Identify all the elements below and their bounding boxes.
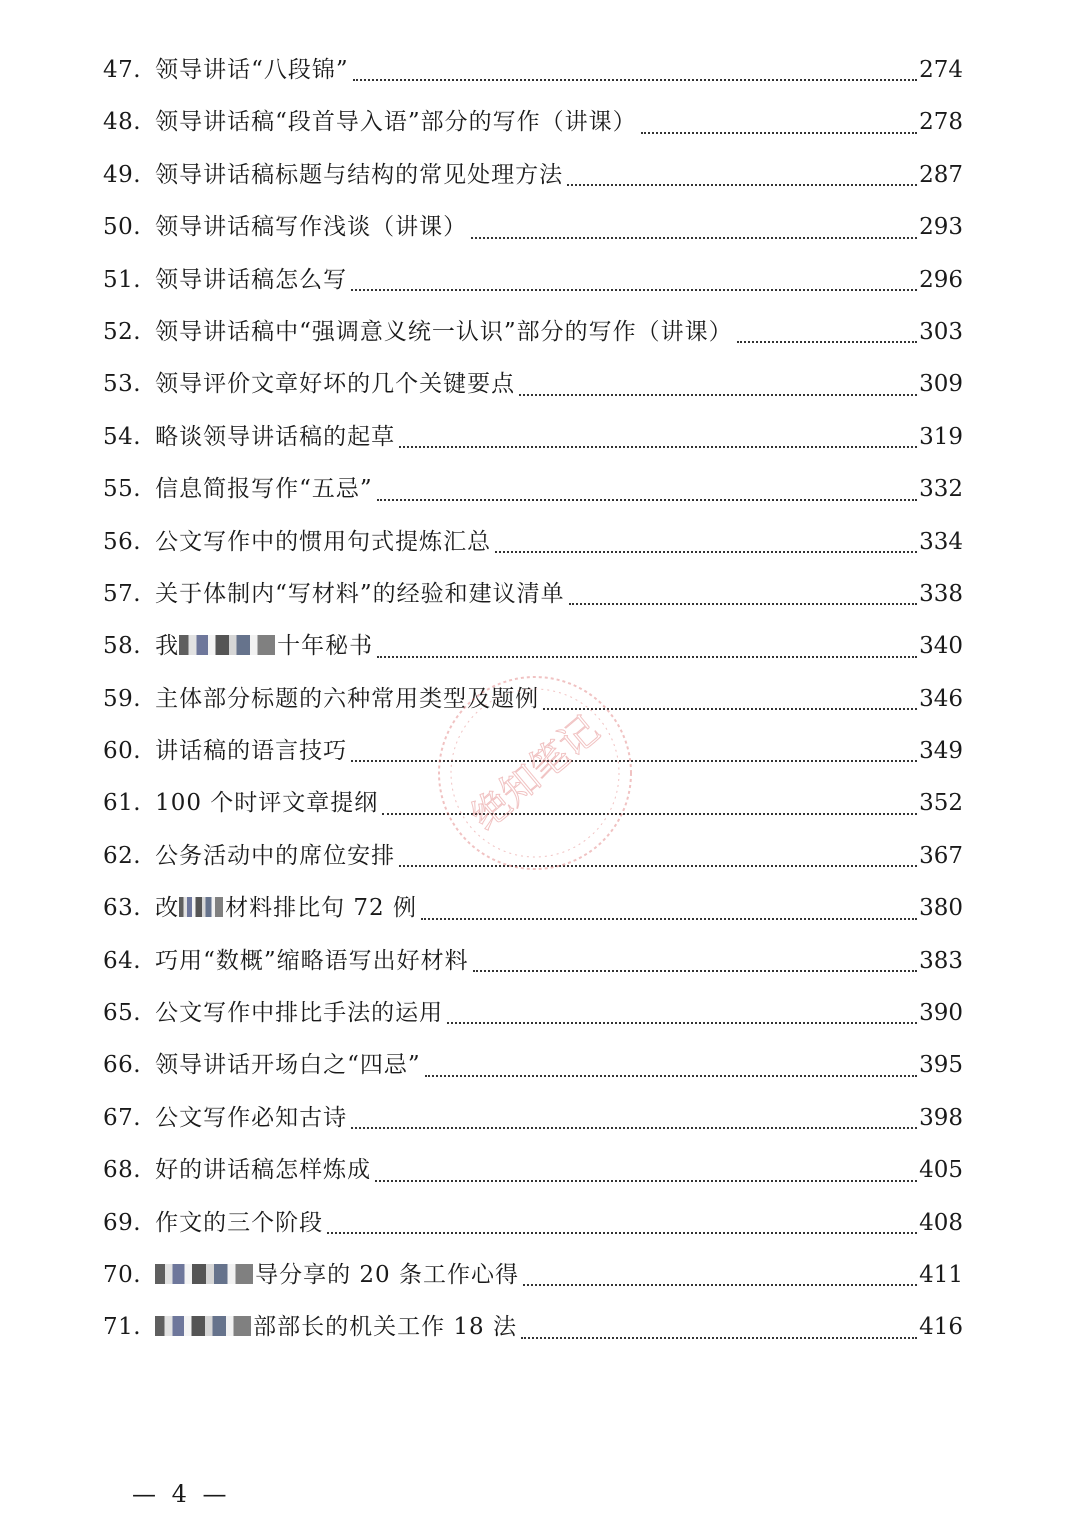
entry-title-text: 略谈领导讲话稿的起草 bbox=[155, 423, 396, 450]
dot-leader bbox=[327, 1232, 917, 1234]
entry-page-number: 287 bbox=[919, 161, 963, 188]
entry-number: 54. bbox=[103, 423, 142, 450]
entry-title-text: 领导讲话开场白之“四忌” bbox=[155, 1052, 421, 1079]
entry-title bbox=[155, 1249, 519, 1301]
entry-title-text: 领导讲话“八段锦” bbox=[155, 56, 349, 83]
entry-title-text: 材料排比句 72 例 bbox=[225, 895, 417, 922]
entry-page-number: 380 bbox=[919, 895, 963, 922]
dot-leader bbox=[473, 970, 917, 972]
entry-page-number: 383 bbox=[919, 947, 963, 974]
entry-title bbox=[155, 620, 373, 672]
entry-title-text: 巧用“数概”缩略语写出好材料 bbox=[155, 947, 469, 974]
dot-leader bbox=[567, 184, 917, 186]
entry-title-text: 信息简报写作“五忌” bbox=[155, 476, 373, 503]
toc-entry[interactable] bbox=[103, 620, 963, 672]
entry-title bbox=[155, 1197, 323, 1249]
entry-title-text: 100 个时评文章提纲 bbox=[155, 790, 379, 817]
dot-leader bbox=[382, 813, 917, 815]
dot-leader bbox=[377, 656, 917, 658]
toc-entry[interactable] bbox=[103, 516, 963, 568]
entry-title bbox=[155, 306, 733, 358]
dot-leader bbox=[375, 1180, 917, 1182]
entry-number: 69. bbox=[103, 1209, 142, 1236]
entry-title-text: 公文写作中排比手法的运用 bbox=[155, 1000, 444, 1027]
entry-number: 65. bbox=[103, 1000, 142, 1027]
entry-page-number: 332 bbox=[919, 476, 963, 503]
toc-entry[interactable] bbox=[103, 725, 963, 777]
entry-number: 51. bbox=[103, 266, 142, 293]
entry-title bbox=[155, 777, 378, 829]
toc-entry[interactable] bbox=[103, 254, 963, 306]
redacted-mosaic bbox=[155, 1264, 253, 1284]
entry-number: 47. bbox=[103, 56, 142, 83]
entry-page-number: 274 bbox=[919, 56, 963, 83]
entry-title bbox=[155, 1144, 371, 1196]
entry-title-text: 公文写作必知古诗 bbox=[155, 1104, 348, 1131]
entry-number: 58. bbox=[103, 633, 142, 660]
entry-title bbox=[155, 1092, 347, 1144]
dot-leader bbox=[377, 499, 917, 501]
entry-number: 68. bbox=[103, 1157, 142, 1184]
entry-title-text: 公文写作中的惯用句式提炼汇总 bbox=[155, 528, 492, 555]
toc-entry[interactable] bbox=[103, 306, 963, 358]
toc-entry[interactable] bbox=[103, 568, 963, 620]
dot-leader bbox=[521, 1337, 917, 1339]
toc-entry[interactable] bbox=[103, 463, 963, 515]
toc-entry[interactable] bbox=[103, 201, 963, 253]
redacted-mosaic bbox=[155, 1316, 251, 1336]
dot-leader bbox=[519, 394, 917, 396]
entry-page-number: 367 bbox=[919, 842, 963, 869]
entry-title bbox=[155, 201, 467, 253]
entry-title-text: 领导评价文章好坏的几个关键要点 bbox=[155, 371, 516, 398]
entry-page-number: 395 bbox=[919, 1052, 963, 1079]
dot-leader bbox=[425, 1075, 917, 1077]
toc-entry[interactable] bbox=[103, 1039, 963, 1091]
entry-title bbox=[155, 149, 563, 201]
dot-leader bbox=[353, 79, 917, 81]
dot-leader bbox=[351, 289, 917, 291]
entry-title bbox=[155, 830, 395, 882]
dot-leader bbox=[523, 1284, 917, 1286]
entry-number: 59. bbox=[103, 685, 142, 712]
entry-number: 53. bbox=[103, 371, 142, 398]
entry-number: 48. bbox=[103, 109, 142, 136]
entry-number: 66. bbox=[103, 1052, 142, 1079]
entry-number: 50. bbox=[103, 214, 142, 241]
entry-title bbox=[155, 1301, 517, 1353]
entry-title-text: 讲话稿的语言技巧 bbox=[155, 738, 348, 765]
toc-entry[interactable] bbox=[103, 882, 963, 934]
entry-title bbox=[155, 725, 347, 777]
toc-entry[interactable] bbox=[103, 96, 963, 148]
entry-page-number: 349 bbox=[919, 738, 963, 765]
entry-number: 63. bbox=[103, 895, 142, 922]
toc-entry[interactable] bbox=[103, 358, 963, 410]
toc-entry[interactable] bbox=[103, 673, 963, 725]
entry-number: 71. bbox=[103, 1314, 142, 1341]
entry-title bbox=[155, 673, 539, 725]
entry-page-number: 334 bbox=[919, 528, 963, 555]
dot-leader bbox=[421, 918, 917, 920]
toc-entry[interactable] bbox=[103, 44, 963, 96]
entry-number: 52. bbox=[103, 318, 142, 345]
entry-title-text: 领导讲话稿中“强调意义统一认识”部分的写作（讲课） bbox=[155, 318, 733, 345]
entry-title-text: 领导讲话稿怎么写 bbox=[155, 266, 348, 293]
entry-title-text: 作文的三个阶段 bbox=[155, 1209, 324, 1236]
entry-page-number: 319 bbox=[919, 423, 963, 450]
entry-title bbox=[155, 987, 443, 1039]
entry-number: 57. bbox=[103, 580, 142, 607]
entry-title-prefix: 我 bbox=[155, 633, 180, 660]
entry-title-text: 领导讲话稿标题与结构的常见处理方法 bbox=[155, 161, 564, 188]
toc-entry[interactable] bbox=[103, 411, 963, 463]
dot-leader bbox=[569, 603, 917, 605]
entry-page-number: 390 bbox=[919, 1000, 963, 1027]
entry-title-text: 关于体制内“写材料”的经验和建议清单 bbox=[155, 580, 565, 607]
entry-title bbox=[155, 935, 469, 987]
entry-page-number: 278 bbox=[919, 109, 963, 136]
entry-title-text: 十年秘书 bbox=[277, 633, 374, 660]
toc-entry[interactable] bbox=[103, 935, 963, 987]
dot-leader bbox=[447, 1022, 917, 1024]
entry-number: 49. bbox=[103, 161, 142, 188]
entry-page-number: 303 bbox=[919, 318, 963, 345]
entry-number: 70. bbox=[103, 1261, 142, 1288]
entry-number: 61. bbox=[103, 790, 142, 817]
entry-title bbox=[155, 1039, 421, 1091]
entry-number: 67. bbox=[103, 1104, 142, 1131]
entry-title-text: 公务活动中的席位安排 bbox=[155, 842, 396, 869]
entry-title-text: 好的讲话稿怎样炼成 bbox=[155, 1157, 372, 1184]
toc-entry[interactable] bbox=[103, 1249, 963, 1301]
toc-entry[interactable] bbox=[103, 1092, 963, 1144]
entry-page-number: 408 bbox=[919, 1209, 963, 1236]
entry-number: 64. bbox=[103, 947, 142, 974]
dot-leader bbox=[495, 551, 917, 553]
entry-page-number: 352 bbox=[919, 790, 963, 817]
dot-leader bbox=[399, 865, 917, 867]
redacted-mosaic bbox=[179, 897, 223, 917]
entry-title bbox=[155, 44, 349, 96]
entry-page-number: 398 bbox=[919, 1104, 963, 1131]
dot-leader bbox=[351, 1127, 917, 1129]
dot-leader bbox=[399, 446, 917, 448]
entry-number: 56. bbox=[103, 528, 142, 555]
dot-leader bbox=[737, 341, 917, 343]
toc-entry[interactable] bbox=[103, 777, 963, 829]
entry-title bbox=[155, 254, 347, 306]
entry-page-number: 338 bbox=[919, 580, 963, 607]
entry-page-number: 293 bbox=[919, 214, 963, 241]
toc-entry[interactable] bbox=[103, 1197, 963, 1249]
entry-title bbox=[155, 411, 395, 463]
page-footer-number: — 4 — bbox=[132, 1480, 231, 1508]
entry-page-number: 411 bbox=[919, 1261, 963, 1288]
toc-entry[interactable] bbox=[103, 149, 963, 201]
entry-title bbox=[155, 516, 491, 568]
watermark-text: 绝知笔记 bbox=[462, 707, 608, 839]
entry-page-number: 340 bbox=[919, 633, 963, 660]
dot-leader bbox=[351, 760, 917, 762]
dot-leader bbox=[641, 132, 917, 134]
entry-number: 55. bbox=[103, 476, 142, 503]
dot-leader bbox=[543, 708, 917, 710]
entry-page-number: 346 bbox=[919, 685, 963, 712]
entry-page-number: 309 bbox=[919, 371, 963, 398]
toc-entry[interactable] bbox=[103, 830, 963, 882]
toc-entry[interactable] bbox=[103, 987, 963, 1039]
entry-title bbox=[155, 358, 515, 410]
toc-entry[interactable] bbox=[103, 1301, 963, 1353]
redacted-mosaic bbox=[179, 635, 275, 655]
entry-title bbox=[155, 882, 417, 934]
entry-number: 60. bbox=[103, 738, 142, 765]
entry-title bbox=[155, 568, 565, 620]
entry-number: 62. bbox=[103, 842, 142, 869]
entry-title bbox=[155, 96, 637, 148]
entry-title-text: 主体部分标题的六种常用类型及题例 bbox=[155, 685, 540, 712]
table-of-contents bbox=[103, 44, 963, 1354]
entry-title-text: 领导讲话稿写作浅谈（讲课） bbox=[155, 214, 468, 241]
entry-page-number: 296 bbox=[919, 266, 963, 293]
entry-title-text: 领导讲话稿“段首导入语”部分的写作（讲课） bbox=[155, 109, 637, 136]
toc-entry[interactable] bbox=[103, 1144, 963, 1196]
entry-page-number: 416 bbox=[919, 1314, 963, 1341]
entry-page-number: 405 bbox=[919, 1157, 963, 1184]
entry-title-prefix: 改 bbox=[155, 895, 180, 922]
dot-leader bbox=[471, 237, 917, 239]
entry-title bbox=[155, 463, 373, 515]
entry-title-text: 部部长的机关工作 18 法 bbox=[253, 1314, 517, 1341]
entry-title-text: 导分享的 20 条工作心得 bbox=[255, 1261, 519, 1288]
